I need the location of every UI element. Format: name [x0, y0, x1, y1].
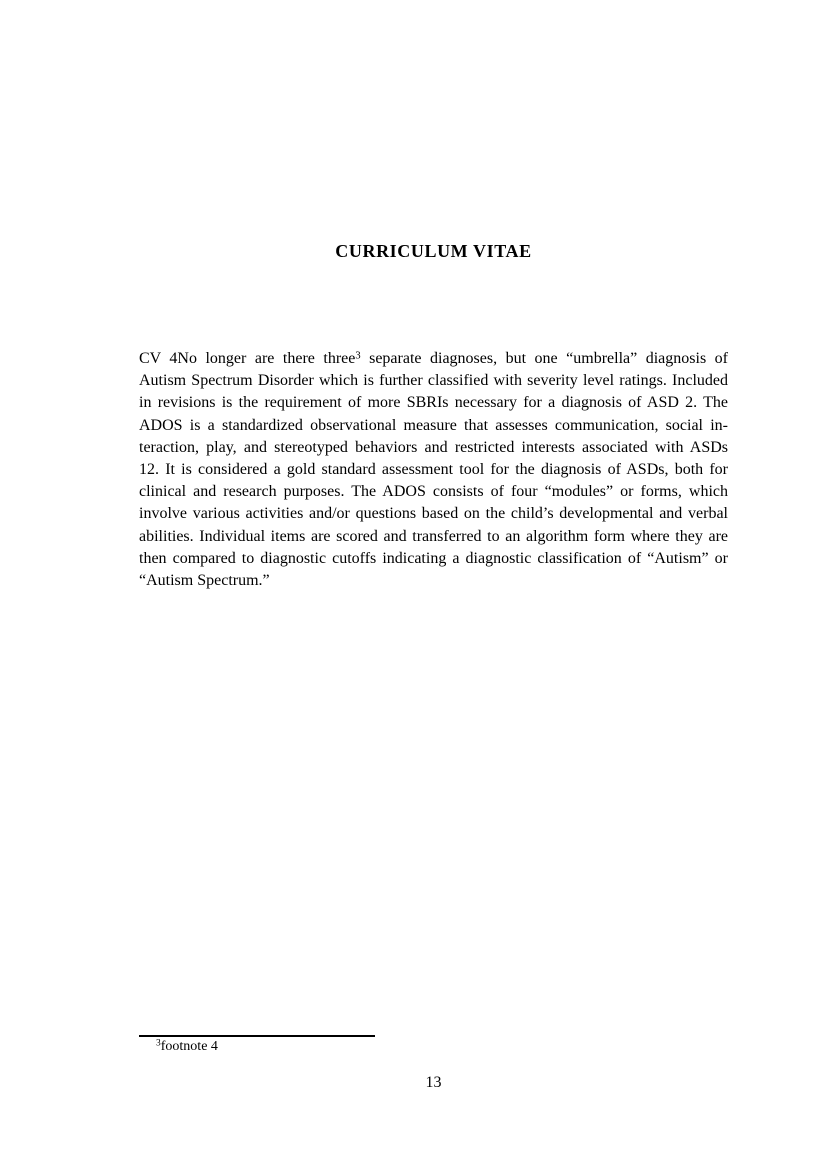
text-block [139, 0, 728, 1170]
line-text: separate diagnoses, but one “umbrella” diagnosis of [360, 350, 728, 367]
paragraph-line: abilities. Individual items are scored and transferred to an algorithm form where they are [139, 527, 728, 545]
footnote-reference-superscript: 3 [355, 350, 361, 362]
paragraph-line: Autism Spectrum Disorder which is further classified with severity level ratings. Included [139, 372, 728, 390]
paragraph-line: involve various activities and/or questions based on the child’s developmental and verbal [139, 505, 728, 523]
paragraph-line: 12. It is considered a gold standard assessment tool for the diagnosis of ASDs, both for [139, 461, 728, 479]
footnote-text: footnote 4 [160, 1039, 218, 1054]
paragraph-line: clinical and research purposes. The ADOS consists of four “modules” or forms, which [139, 483, 728, 501]
paragraph-line: then compared to diagnostic cutoffs indicating a diagnostic classification of “Autism” or [139, 549, 728, 567]
paragraph-line [139, 348, 728, 370]
footnote-rule [139, 1035, 375, 1037]
line-text: CV 4No longer are there three [139, 350, 356, 367]
page-title: CURRICULUM VITAE [335, 241, 532, 261]
footnote-marker-superscript: 3 [156, 1038, 161, 1049]
body-paragraph [139, 348, 728, 592]
paragraph-line: ADOS is a standardized observational measure that assesses communication, social in- [139, 416, 728, 434]
paragraph-line: in revisions is the requirement of more SBRIs necessary for a diagnosis of ASD 2. The [139, 394, 728, 412]
footnote [139, 1038, 218, 1056]
paragraph-last-line: “Autism Spectrum.” [139, 572, 270, 590]
page-number: 13 [425, 1074, 442, 1091]
paragraph-line: teraction, play, and stereotyped behaviors and restricted interests associated with ASDs [139, 438, 728, 456]
